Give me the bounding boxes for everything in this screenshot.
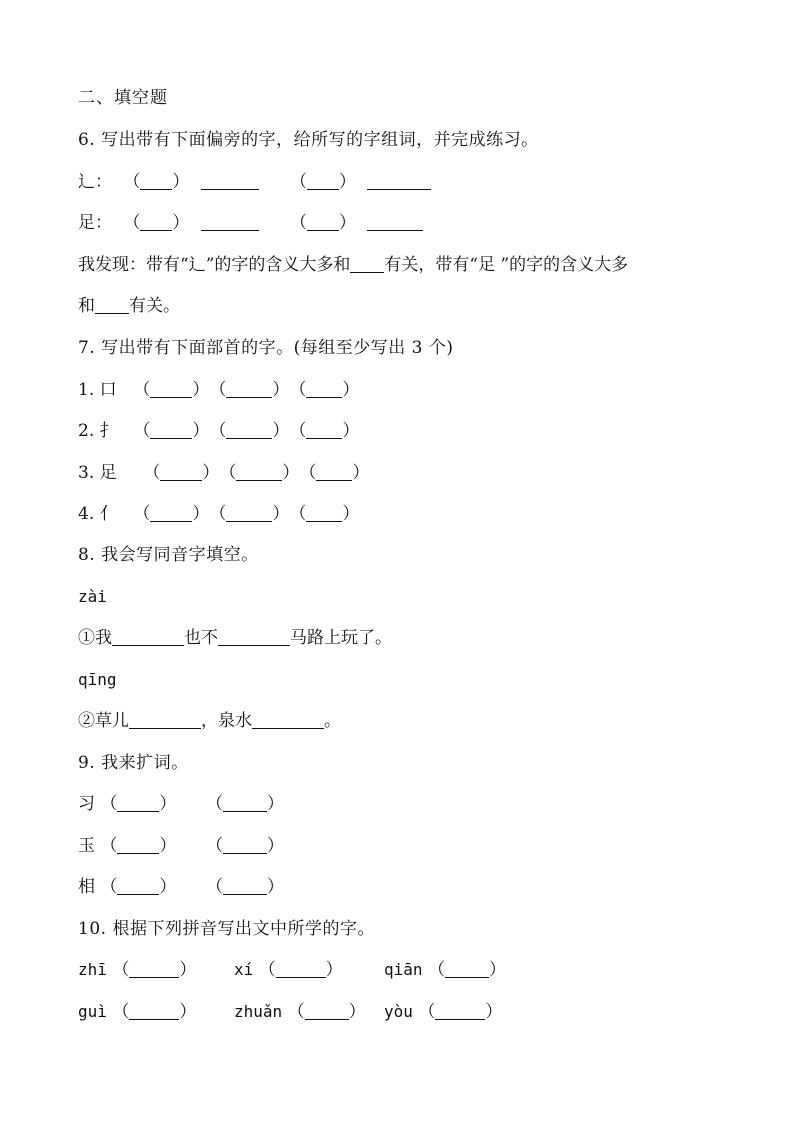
pinyin-label: guì [78,1002,107,1021]
q9-blank[interactable]: （ ） [100,836,177,856]
q6-radical-row-1 [78,170,754,194]
q6-char-blank[interactable]: （ ） [123,172,190,192]
q7-blank[interactable]: （ ） [299,463,370,483]
q8-sentence-2 [78,709,754,733]
q9-blank[interactable]: （ ） [100,794,177,814]
discovery-text: 有关。 [129,296,180,316]
q7-blank[interactable]: （ ） [133,504,210,524]
q10-item [78,958,196,982]
discovery-blank-2[interactable] [95,312,129,314]
q6-word-blank[interactable] [367,188,431,190]
q10-item [234,958,343,982]
q10-item [234,1000,366,1024]
q10-blank[interactable]: （ ） [418,1002,503,1022]
q10-item [78,1000,196,1024]
sentence-text: ，泉水 [201,711,252,731]
q7-blank[interactable]: （ ） [133,421,210,441]
section-title: 二、填空题 [78,88,168,108]
q7-blank[interactable]: （ ） [209,380,290,400]
q10-pinyin-row-1 [78,958,754,982]
q10-blank[interactable]: （ ） [112,960,197,980]
q7-blank[interactable]: （ ） [289,421,360,441]
q7-item-row [78,419,754,443]
pinyin-label: xí [234,960,254,979]
question-10-prompt: 10. 根据下列拼音写出文中所学的字。 [78,919,375,939]
discovery-text: 我发现：带有“辶”的字的含义大多和 [78,255,351,275]
q9-char: 相 [78,877,95,897]
q9-char: 玉 [78,836,95,856]
pinyin-label: zhuǎn [234,1002,283,1021]
discovery-text: 有关，带有“足 ”的字的含义大多 [384,255,629,275]
q7-blank[interactable]: （ ） [289,504,360,524]
q8-pinyin-1: zài [78,587,107,606]
q7-blank[interactable]: （ ） [133,380,210,400]
q10-item [384,1000,502,1024]
question-9-prompt: 9. 我来扩词。 [78,753,189,773]
q10-item [384,958,506,982]
q7-item-row [78,461,754,485]
q9-expand-row [78,875,754,899]
question-8-prompt: 8. 我会写同音字填空。 [78,545,259,565]
q7-item-label: 2. 扌 [78,421,117,441]
q7-item-label: 4. 亻 [78,504,117,524]
q6-second-pair [290,170,431,194]
q6-word-blank[interactable] [201,188,259,190]
homophone-blank[interactable] [252,727,324,729]
q7-blank[interactable]: （ ） [209,421,290,441]
q6-radical-row-2 [78,211,754,235]
q7-item-label: 1. 口 [78,380,117,400]
q6-second-pair [290,211,423,235]
q9-expand-row [78,834,754,858]
sentence-text: ②草儿 [78,711,129,731]
pinyin-label: yòu [384,1002,413,1021]
q6-word-blank[interactable] [367,229,423,231]
homophone-blank[interactable] [218,644,290,646]
sentence-text: 也不 [184,628,218,648]
q7-item-row [78,378,754,402]
q7-blank[interactable]: （ ） [143,463,220,483]
q6-char-blank[interactable]: （ ） [123,213,190,233]
sentence-text: ①我 [78,628,112,648]
q8-pinyin-2: qīng [78,670,117,689]
homophone-blank[interactable] [112,644,184,646]
q8-sentence-1 [78,626,754,650]
q10-blank[interactable]: （ ） [427,960,506,980]
question-6-prompt: 6. 写出带有下面偏旁的字，给所写的字组词，并完成练习。 [78,130,539,150]
pinyin-label: zhī [78,960,107,979]
q6-radical-1-label: 辶： [78,172,112,192]
q9-blank[interactable]: （ ） [206,794,284,814]
q6-word-blank[interactable] [201,229,259,231]
q10-blank[interactable]: （ ） [258,960,343,980]
q9-blank[interactable]: （ ） [206,877,284,897]
sentence-text: 马路上玩了。 [290,628,392,648]
q6-radical-2-label: 足： [78,213,112,233]
q6-char-blank[interactable]: （ ） [290,213,356,233]
q10-pinyin-row-2 [78,1000,754,1024]
sentence-text: 。 [324,711,341,731]
q10-blank[interactable]: （ ） [287,1002,366,1022]
q7-item-row [78,502,754,526]
q7-blank[interactable]: （ ） [289,380,360,400]
q10-blank[interactable]: （ ） [112,1002,197,1022]
q7-item-label: 3. 足 [78,463,117,483]
q9-char: 习 [78,794,95,814]
q9-blank[interactable]: （ ） [100,877,177,897]
discovery-text: 和 [78,296,95,316]
discovery-blank-1[interactable] [350,271,384,273]
q6-char-blank[interactable]: （ ） [290,172,356,192]
question-7-prompt: 7. 写出带有下面部首的字。(每组至少写出 3 个) [78,338,454,358]
q9-expand-row [78,792,754,816]
q9-blank[interactable]: （ ） [206,836,284,856]
q6-discovery-line-1 [78,253,754,277]
q6-discovery-line-2 [78,294,754,318]
homophone-blank[interactable] [129,727,201,729]
q7-blank[interactable]: （ ） [209,504,290,524]
q7-blank[interactable]: （ ） [219,463,300,483]
pinyin-label: qiān [384,960,423,979]
